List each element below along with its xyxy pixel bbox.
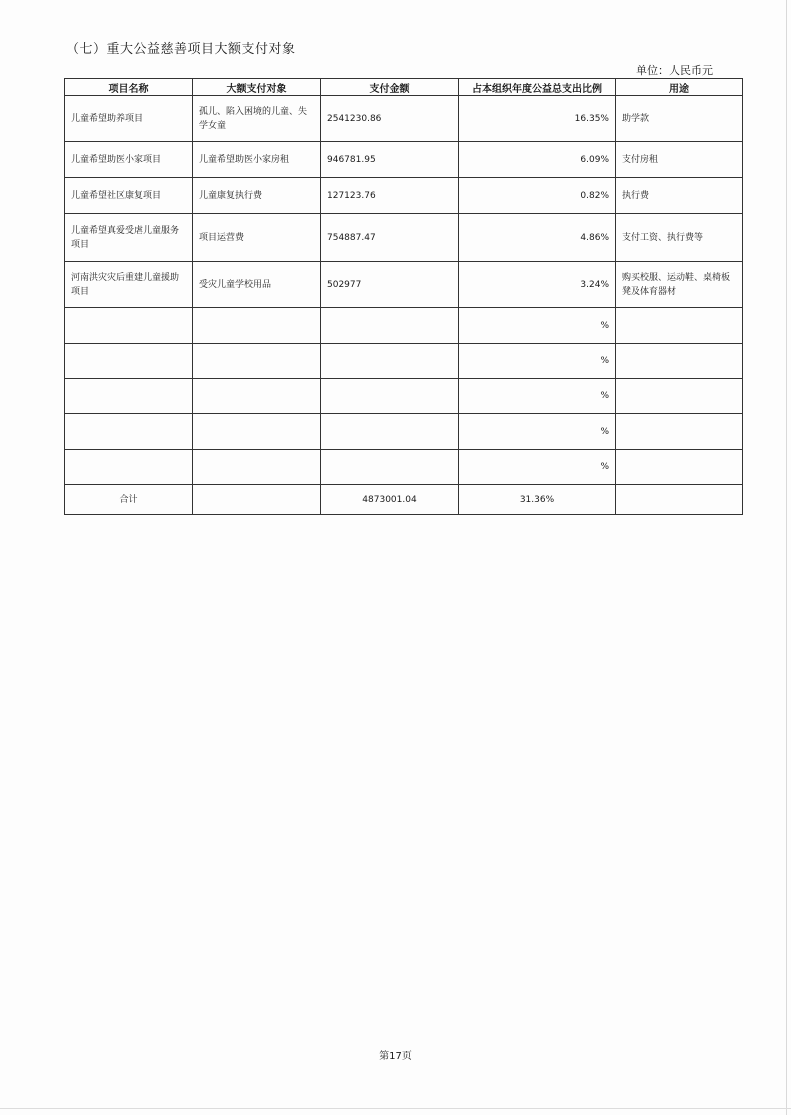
cell-amount: 502977 — [321, 262, 459, 308]
cell-ratio: 16.35% — [459, 96, 616, 142]
cell-purpose — [616, 379, 743, 414]
table-total-row — [65, 485, 743, 515]
cell-purpose: 助学款 — [616, 96, 743, 142]
table-row — [65, 414, 743, 450]
table-row — [65, 308, 743, 344]
table-row — [65, 178, 743, 214]
table-row — [65, 379, 743, 414]
table-row — [65, 450, 743, 485]
scan-edge-bottom — [0, 1108, 791, 1109]
table-row — [65, 214, 743, 262]
cell-project-name — [65, 379, 193, 414]
cell-amount: 2541230.86 — [321, 96, 459, 142]
cell-ratio: % — [459, 414, 616, 450]
header-purpose: 用途 — [616, 79, 743, 96]
cell-total-ratio: 31.36% — [459, 485, 616, 515]
cell-project-name: 儿童希望助养项目 — [65, 96, 193, 142]
cell-purpose: 支付房租 — [616, 142, 743, 178]
cell-recipient: 项目运营费 — [193, 214, 321, 262]
table-row — [65, 262, 743, 308]
table-row — [65, 142, 743, 178]
header-ratio: 占本组织年度公益总支出比例 — [459, 79, 616, 96]
cell-purpose: 购买校服、运动鞋、桌椅板凳及体育器材 — [616, 262, 743, 308]
header-recipient: 大额支付对象 — [193, 79, 321, 96]
cell-recipient — [193, 344, 321, 379]
cell-project-name: 儿童希望助医小家项目 — [65, 142, 193, 178]
cell-purpose — [616, 414, 743, 450]
cell-recipient: 受灾儿童学校用品 — [193, 262, 321, 308]
cell-ratio: % — [459, 344, 616, 379]
payment-table — [64, 78, 743, 515]
cell-purpose: 支付工资、执行费等 — [616, 214, 743, 262]
cell-project-name — [65, 450, 193, 485]
cell-project-name — [65, 308, 193, 344]
header-project-name: 项目名称 — [65, 79, 193, 96]
cell-project-name — [65, 344, 193, 379]
cell-amount — [321, 379, 459, 414]
cell-recipient: 儿童希望助医小家房租 — [193, 142, 321, 178]
cell-total-recipient — [193, 485, 321, 515]
cell-ratio: 4.86% — [459, 214, 616, 262]
page-number: 第17页 — [379, 1051, 412, 1062]
header-amount: 支付金额 — [321, 79, 459, 96]
cell-project-name: 儿童希望真爱受虐儿童服务项目 — [65, 214, 193, 262]
cell-amount: 754887.47 — [321, 214, 459, 262]
table-row — [65, 96, 743, 142]
cell-recipient — [193, 308, 321, 344]
cell-purpose — [616, 344, 743, 379]
cell-ratio: 6.09% — [459, 142, 616, 178]
cell-amount: 127123.76 — [321, 178, 459, 214]
section-title: （七）重大公益慈善项目大额支付对象 — [66, 42, 296, 57]
table-row — [65, 344, 743, 379]
cell-purpose: 执行费 — [616, 178, 743, 214]
cell-amount — [321, 450, 459, 485]
cell-purpose — [616, 450, 743, 485]
cell-recipient: 儿童康复执行费 — [193, 178, 321, 214]
cell-purpose — [616, 308, 743, 344]
unit-label: 单位：人民币元 — [636, 64, 713, 77]
cell-recipient: 孤儿、陷入困境的儿童、失学女童 — [193, 96, 321, 142]
cell-amount — [321, 414, 459, 450]
cell-total-label: 合计 — [65, 485, 193, 515]
table-header-row — [65, 79, 743, 96]
scan-edge-right — [786, 0, 787, 1115]
cell-ratio: % — [459, 308, 616, 344]
cell-amount — [321, 344, 459, 379]
cell-ratio: % — [459, 379, 616, 414]
cell-project-name — [65, 414, 193, 450]
cell-total-purpose — [616, 485, 743, 515]
cell-total-amount: 4873001.04 — [321, 485, 459, 515]
cell-ratio: 3.24% — [459, 262, 616, 308]
cell-project-name: 儿童希望社区康复项目 — [65, 178, 193, 214]
cell-amount: 946781.95 — [321, 142, 459, 178]
cell-ratio: % — [459, 450, 616, 485]
cell-amount — [321, 308, 459, 344]
cell-recipient — [193, 450, 321, 485]
cell-recipient — [193, 379, 321, 414]
cell-recipient — [193, 414, 321, 450]
cell-project-name: 河南洪灾灾后重建儿童援助项目 — [65, 262, 193, 308]
cell-ratio: 0.82% — [459, 178, 616, 214]
